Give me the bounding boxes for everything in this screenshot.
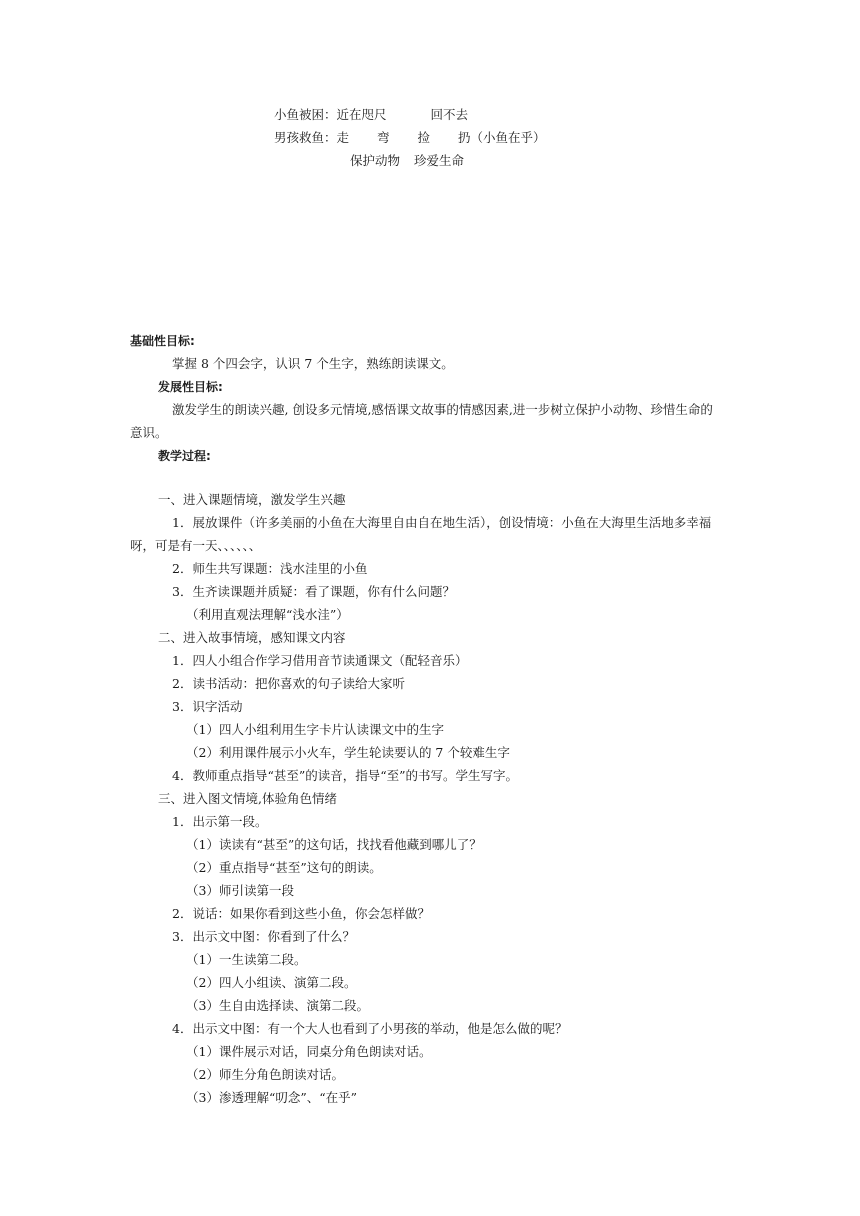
dev-goal-text-2: 意识。 [130,425,168,440]
step-3-3-3: （3）生自由选择读、演第二段。 [186,998,369,1013]
step-2-3-1: （1）四人小组利用生字卡片认读课文中的生字 [186,722,444,737]
step-1-3: 3．生齐读课题并质疑：看了课题，你有什么问题？ [172,584,455,599]
section-2-title: 二、进入故事情境，感知课文内容 [158,630,346,645]
step-3-1-2: （2）重点指导“甚至”这句的朗读。 [186,860,382,875]
step-2-4: 4．教师重点指导“甚至”的读音，指导“至”的书写。学生写字。 [172,768,519,783]
step-3-3-2: （2）四人小组读、演第二段。 [186,975,357,990]
dev-goal-heading: 发展性目标: [158,380,223,394]
section-1-title: 一、进入课题情境，激发学生兴趣 [158,492,346,507]
step-3-4-2: （2）师生分角色朗读对话。 [186,1067,344,1082]
board-row-3: 保护动物 珍爱生命 [350,153,465,168]
basic-goal-heading: 基础性目标: [130,334,195,348]
step-2-3: 3．识字活动 [172,699,243,714]
step-2-3-2: （2）利用课件展示小火车，学生轮读要认的 7 个较难生字 [186,745,510,760]
step-2-1: 1．四人小组合作学习借用音节读通课文（配轻音乐） [172,653,468,668]
process-heading: 教学过程: [158,449,211,463]
dev-goal-text-1: 激发学生的朗读兴趣, 创设多元情境,感悟课文故事的情感因素,进一步树立保护小动物、珍惜生命的 [172,402,713,417]
step-3-1-3: （3）师引读第一段 [186,883,294,898]
step-3-2: 2．说话：如果你看到这些小鱼，你会怎样做？ [172,906,430,921]
section-3-title: 三、进入图文情境,体验角色情绪 [158,791,337,806]
step-3-1: 1．出示第一段。 [172,814,268,829]
step-2-2: 2．读书活动：把你喜欢的句子读给大家听 [172,676,405,691]
step-3-4: 4．出示文中图：有一个大人也看到了小男孩的举动，他是怎么做的呢？ [172,1021,568,1036]
basic-goal-text: 掌握 8 个四会字，认识 7 个生字，熟练朗读课文。 [172,356,454,371]
step-1-2: 2．师生共写课题：浅水洼里的小鱼 [172,561,368,576]
step-1-1-line-2: 呀，可是有一天、、、、、、 [130,538,262,553]
board-row-2: 男孩救鱼：走 弯 捡 扔（小鱼在乎） [274,130,546,145]
step-1-3-note: （利用直观法理解“浅水洼”） [186,607,349,622]
step-3-4-1: （1）课件展示对话，同桌分角色朗读对话。 [186,1044,432,1059]
board-row-1: 小鱼被困：近在咫尺 回不去 [274,107,469,122]
step-1-1-line-1: 1．展放课件（许多美丽的小鱼在大海里自由自在地生活），创设情境：小鱼在大海里生活地多幸福 [172,515,712,530]
step-3-1-1: （1）读读有“甚至”的这句话，找找看他藏到哪儿了？ [186,837,482,852]
step-3-4-3: （3）渗透理解“叨念”、“在乎” [186,1090,358,1105]
step-3-3: 3．出示文中图：你看到了什么？ [172,929,355,944]
step-3-3-1: （1）一生读第二段。 [186,952,307,967]
